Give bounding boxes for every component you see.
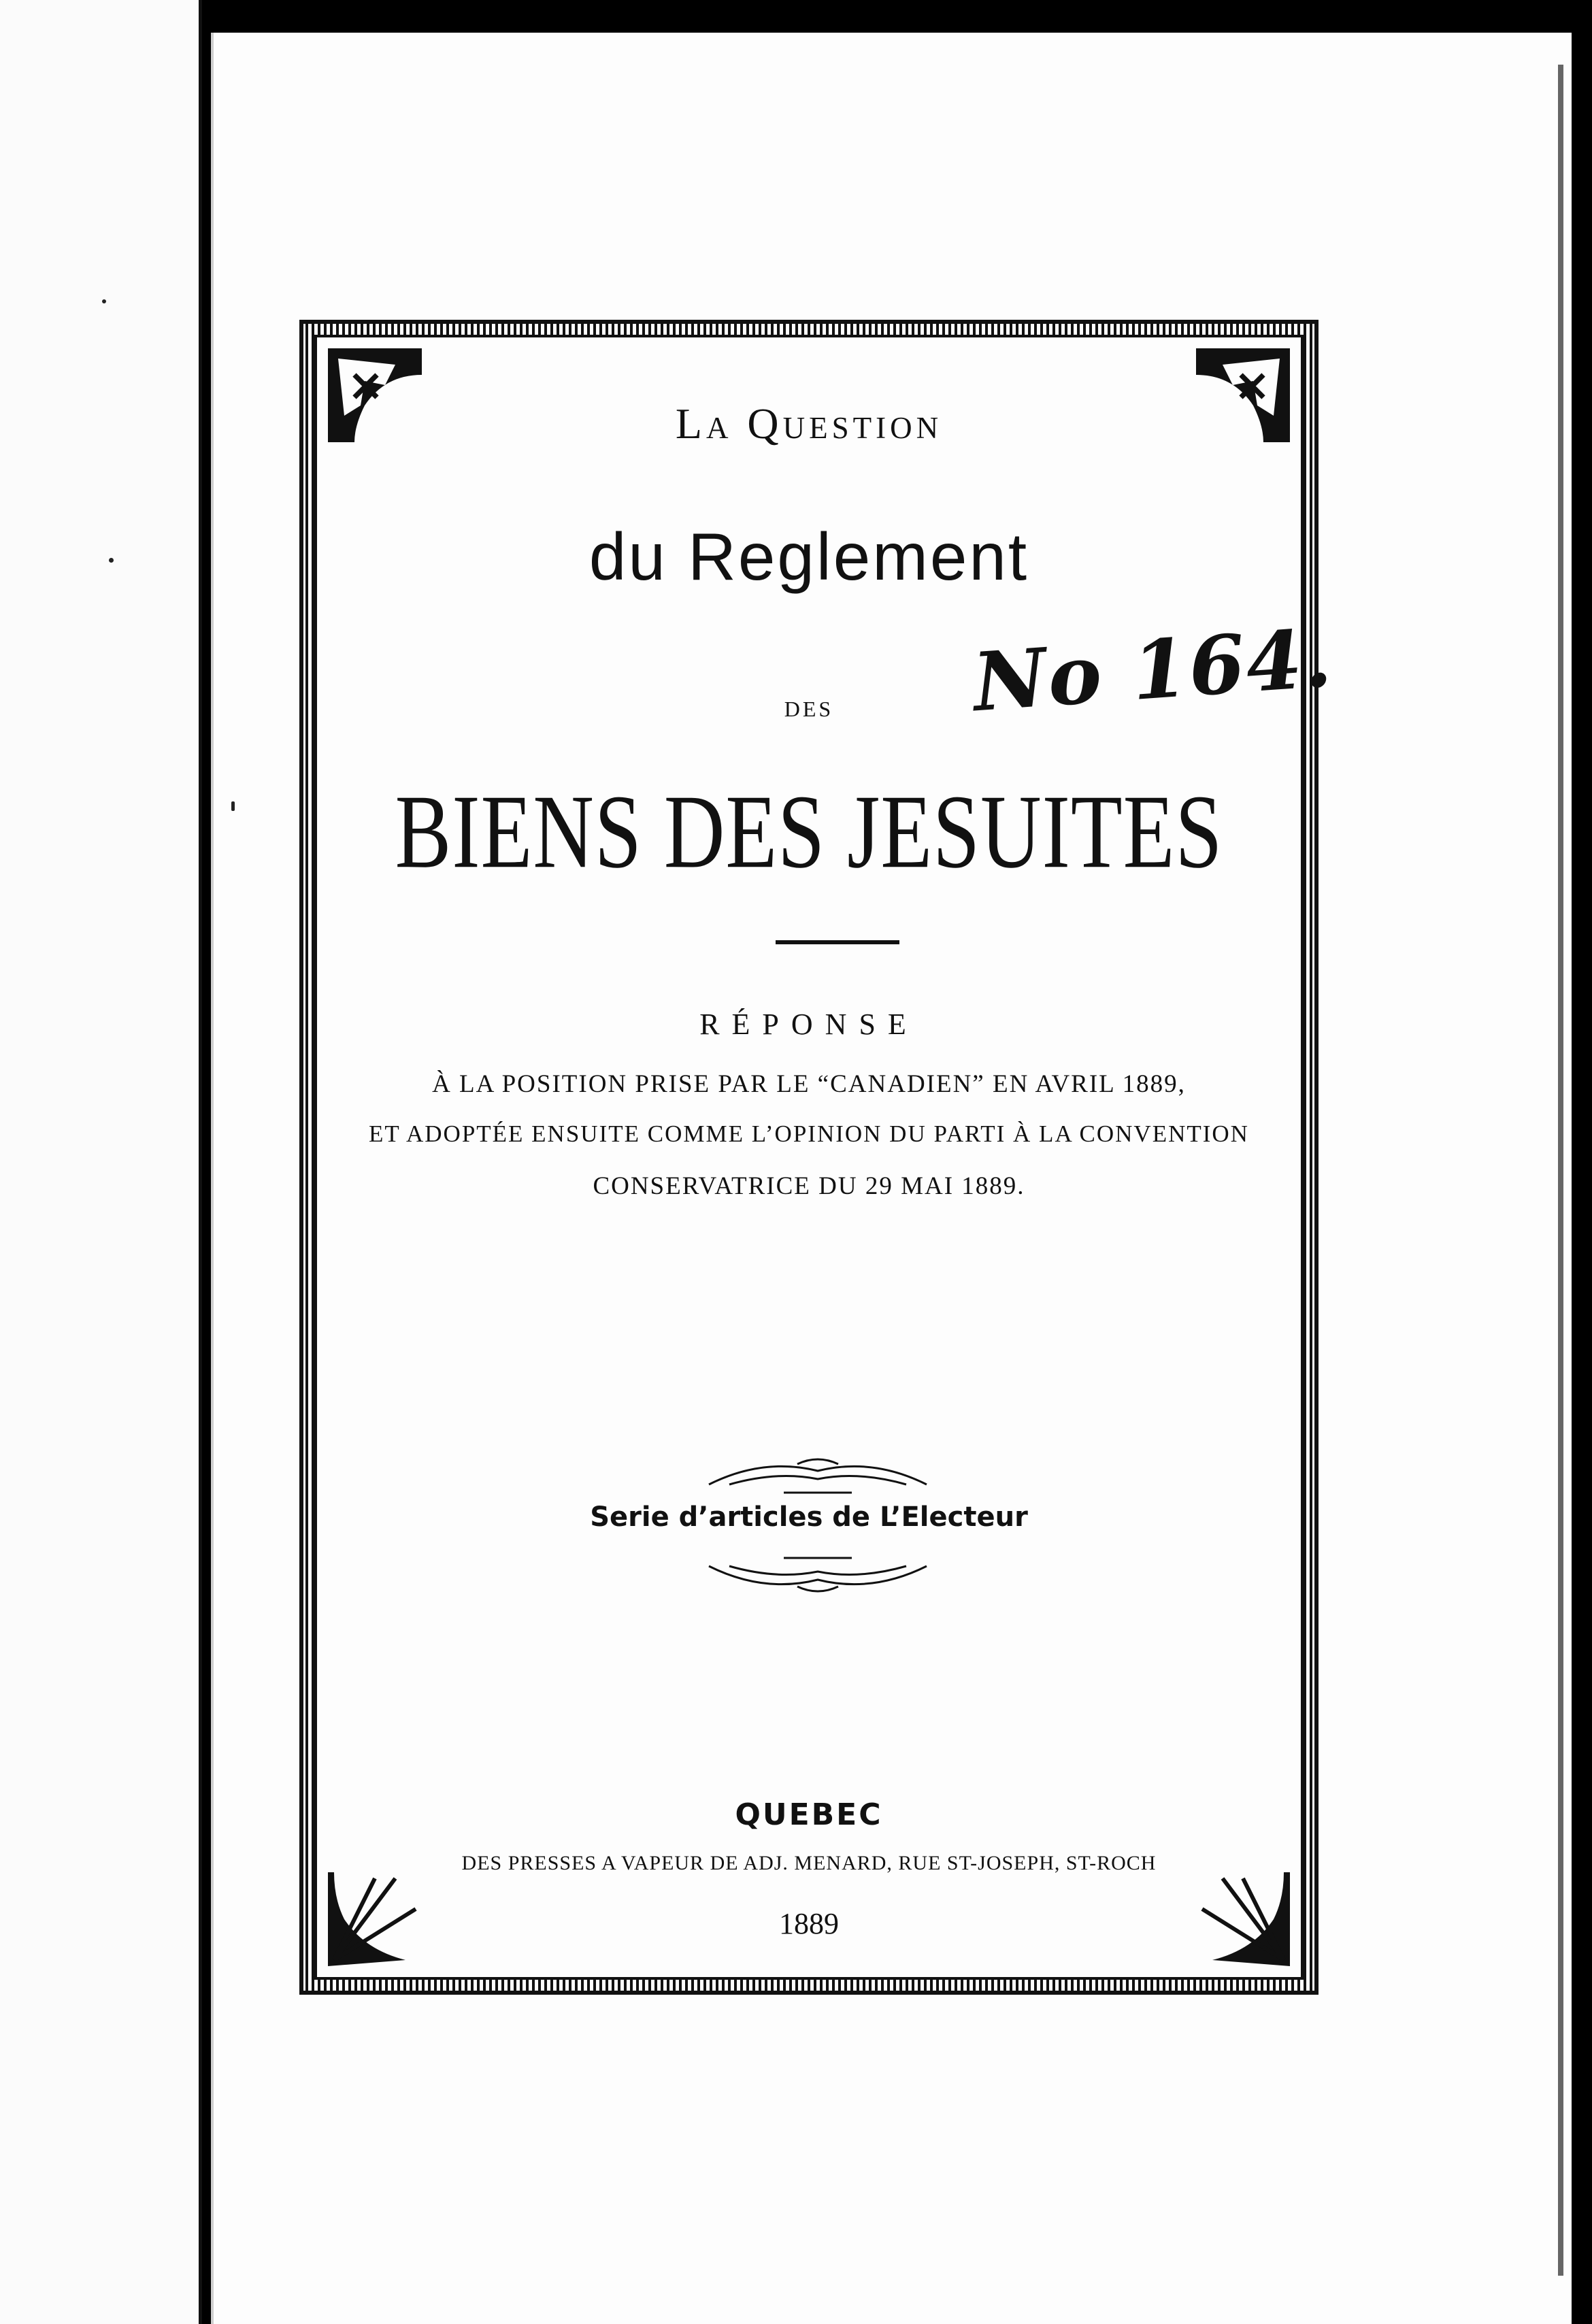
imprint-place: QUEBEC bbox=[735, 1797, 883, 1832]
imprint-printer: DES PRESSES A VAPEUR DE ADJ. MENARD, RUE ST-JOSEPH, ST-ROCH bbox=[461, 1852, 1157, 1874]
handwritten-number: No 164. bbox=[969, 610, 1336, 730]
subtitle-line-3: CONSERVATRICE DU 29 MAI 1889. bbox=[593, 1172, 1025, 1200]
title-line-2: du Reglement bbox=[588, 519, 1029, 594]
main-title: BIENS DES JESUITES bbox=[395, 773, 1223, 890]
flourish-ornament-icon bbox=[702, 1553, 933, 1600]
flourish-ornament-icon bbox=[702, 1450, 933, 1498]
decorative-border-frame bbox=[299, 320, 1319, 1995]
speck bbox=[231, 801, 235, 811]
imprint-year: 1889 bbox=[779, 1907, 839, 1940]
corner-ornament-icon bbox=[324, 1868, 426, 1970]
title-des: DES bbox=[784, 697, 834, 721]
subtitle-line-1: À LA POSITION PRISE PAR LE “CANADIEN” EN AVRIL 1889, bbox=[432, 1070, 1186, 1098]
subtitle-line-2: ET ADOPTÉE ENSUITE COMME L’OPINION DU PARTI À LA CONVENTION bbox=[369, 1120, 1249, 1147]
speck bbox=[102, 299, 106, 303]
corner-ornament-icon bbox=[1192, 1868, 1294, 1970]
reponse-heading: RÉPONSE bbox=[699, 1008, 918, 1041]
page-edge-shadow bbox=[1558, 65, 1563, 2276]
title-line-1: La Question bbox=[675, 399, 943, 448]
divider-rule bbox=[776, 940, 899, 944]
series-line: Serie d’articles de L’Electeur bbox=[590, 1501, 1028, 1533]
facing-page-edge bbox=[0, 0, 202, 2324]
speck bbox=[109, 558, 114, 563]
corner-ornament-icon bbox=[324, 344, 426, 446]
corner-ornament-icon bbox=[1192, 344, 1294, 446]
